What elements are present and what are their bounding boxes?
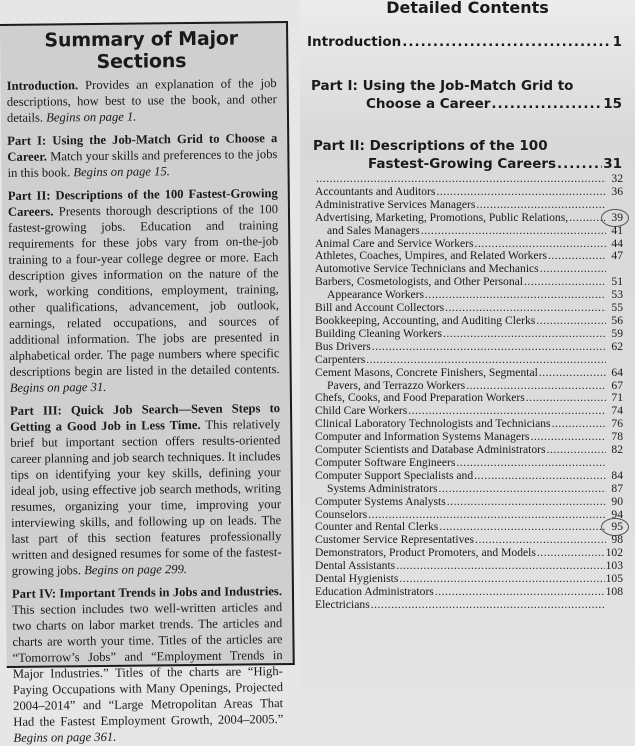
- leader-dots: [474, 470, 606, 483]
- career-label: Automotive Service Technicians and Mechanics: [315, 262, 539, 276]
- section-lead: Introduction.: [6, 78, 79, 93]
- leader-dots: [491, 95, 602, 113]
- leader-dots: [438, 483, 606, 496]
- career-label: Customer Service Representatives: [315, 533, 475, 547]
- summary-section-part-4: [12, 583, 284, 746]
- career-label: Electricians: [315, 597, 370, 611]
- career-label: Administrative Services Managers: [315, 197, 476, 211]
- career-page-number: 84: [611, 468, 623, 482]
- section-lead: Part IV: Important Trends in Jobs and Industries.: [11, 584, 283, 601]
- detailed-contents: [305, 0, 630, 611]
- career-label: Computer Support Specialists and: [315, 468, 474, 482]
- career-page-number: 105: [605, 572, 623, 586]
- career-label: Systems Administrators: [327, 481, 438, 495]
- career-page-number: 67: [611, 378, 623, 392]
- career-page-number: 47: [611, 249, 623, 263]
- career-page-number: 62: [611, 339, 623, 353]
- career-label: Advertising, Marketing, Promotions, Public Relations,: [315, 210, 569, 224]
- leader-dots: [443, 328, 606, 341]
- leader-dots: [372, 341, 606, 354]
- leader-dots: [557, 155, 602, 173]
- career-label: Athletes, Coaches, Umpires, and Related Workers: [315, 249, 547, 263]
- toc-entry-label: Part I: Using the Job-Match Grid to: [311, 78, 574, 94]
- leader-dots: [552, 418, 606, 431]
- summary-section-part-3: [10, 400, 282, 579]
- career-label: Carpenters: [315, 352, 366, 366]
- section-lead: Part II: Descriptions of the 100 Fastest-Growing Careers.: [7, 186, 278, 219]
- section-begins: Begins on page 1.: [46, 109, 137, 125]
- career-label: Bill and Account Collectors: [315, 301, 445, 315]
- toc-career-row[interactable]: [315, 199, 623, 212]
- career-page-number: 90: [611, 494, 623, 508]
- toc-entry-introduction[interactable]: [305, 33, 630, 51]
- section-lead: Part I: Using the Job-Match Grid to Choose a Career.: [7, 131, 278, 164]
- leader-dots: [476, 199, 606, 212]
- career-label: Computer Scientists and Database Administrators: [315, 443, 546, 457]
- career-page-number: 51: [611, 275, 623, 289]
- career-label: Counter and Rental Clerks: [315, 520, 439, 534]
- leader-dots: [366, 354, 606, 367]
- toc-entry-label-cont: Choose a Career: [366, 96, 491, 112]
- toc-career-row[interactable]: [315, 599, 623, 612]
- career-label: Dental Hygienists: [315, 572, 399, 586]
- section-begins: Begins on page 361.: [13, 729, 117, 745]
- toc-entry-part-1[interactable]: [305, 77, 630, 113]
- leader-dots: [524, 276, 606, 289]
- career-label: Barbers, Cosmetologists, and Other Personal: [315, 275, 524, 289]
- career-label: Bus Drivers: [315, 339, 371, 353]
- leader-dots: [436, 186, 606, 199]
- career-label: Child Care Workers: [315, 404, 408, 418]
- leader-dots: [540, 263, 606, 276]
- leader-dots: [547, 444, 606, 457]
- career-page-number: 32: [611, 172, 623, 185]
- leader-dots: [316, 173, 606, 186]
- career-page-number: 74: [611, 404, 623, 418]
- career-page-number: 103: [605, 559, 623, 573]
- career-page-number: 78: [611, 430, 623, 444]
- toc-career-row[interactable]: [315, 173, 623, 186]
- leader-dots: [456, 457, 606, 470]
- career-label: Demonstrators, Product Promoters, and Models: [315, 546, 536, 560]
- career-page-number: 39: [611, 210, 623, 224]
- summary-section-introduction: [7, 75, 277, 126]
- leader-dots: [536, 315, 606, 328]
- toc-career-row[interactable]: [315, 367, 623, 380]
- toc-career-row[interactable]: [315, 341, 623, 354]
- section-lead: Part III: Quick Job Search—Seven Steps to Getting a Good Job in Less Time.: [9, 401, 281, 434]
- leader-dots: [447, 496, 606, 509]
- career-page-number: 44: [611, 236, 623, 250]
- career-page-number: 87: [611, 481, 623, 495]
- career-label: Appearance Workers: [327, 288, 425, 302]
- career-page-number: 102: [605, 546, 623, 560]
- career-page-number: 71: [611, 391, 623, 405]
- career-page-number: 36: [611, 184, 623, 198]
- leader-dots: [435, 586, 605, 599]
- career-page-number: 41: [611, 223, 623, 237]
- summary-title: Summary of Major Sections: [44, 27, 238, 73]
- section-body: This relatively brief but important section offers results-oriented career planning and job search techniques. It includes tips on identifying your key skills, defining your ideal job, using effective job search methods, writing resumes, organizing your time, improving your interviewing skills, and following up on leads. The last part of this section features professionally written and designed resumes for some of the fastest-growing jobs.: [10, 417, 282, 578]
- career-page-number: 94: [611, 507, 623, 521]
- career-page-number: 53: [611, 288, 623, 302]
- career-label: Chefs, Cooks, and Food Preparation Workers: [315, 391, 525, 405]
- career-label: Education Administrators: [315, 585, 434, 598]
- toc-career-row[interactable]: [315, 328, 623, 341]
- career-page-number: 64: [611, 365, 623, 379]
- toc-entry-label: Part II: Descriptions of the 100: [313, 138, 548, 154]
- toc-entry-page: 1: [612, 34, 622, 50]
- career-label: Pavers, and Terrazzo Workers: [327, 378, 466, 392]
- leader-dots: [402, 33, 611, 51]
- toc-career-row[interactable]: [315, 315, 623, 328]
- career-label: Building Cleaning Workers: [315, 326, 443, 340]
- summary-box: [0, 21, 295, 745]
- toc-career-row[interactable]: [315, 483, 623, 496]
- toc-entry-label: Introduction: [307, 34, 402, 50]
- toc-career-row[interactable]: [315, 225, 623, 238]
- toc-career-row[interactable]: [315, 496, 623, 509]
- career-page-number: 95: [611, 520, 623, 534]
- career-page-number: 98: [611, 533, 623, 547]
- toc-entry-page: 15: [603, 96, 622, 112]
- career-page-number: 76: [611, 417, 623, 431]
- section-begins: Begins on page 299.: [84, 562, 188, 578]
- career-label: Counselors: [315, 507, 368, 521]
- toc-career-row[interactable]: [315, 586, 623, 599]
- toc-career-row[interactable]: [315, 444, 623, 457]
- leader-dots: [539, 367, 606, 380]
- toc-career-row[interactable]: [315, 470, 623, 483]
- toc-entry-part-2[interactable]: [305, 137, 630, 173]
- career-label: Cement Masons, Concrete Finishers, Segmental: [315, 365, 538, 379]
- toc-entry-label-cont: Fastest-Growing Careers: [368, 156, 557, 172]
- career-label: and Sales Managers: [327, 223, 420, 237]
- leader-dots: [548, 250, 606, 263]
- toc-career-row[interactable]: [315, 354, 623, 367]
- career-label: Computer and Information Systems Managers: [315, 430, 530, 444]
- career-page-number: 82: [611, 443, 623, 457]
- leader-dots: [537, 547, 605, 560]
- career-label: Animal Care and Service Workers: [315, 236, 474, 250]
- toc-career-row[interactable]: [315, 212, 623, 225]
- section-body: Match your skills and preferences to the jobs in this book.: [7, 147, 278, 180]
- section-body: Presents thorough descriptions of the 100 fastest-growing jobs. Education and training requirements for these jobs vary from on-the-job training to a four-year college degree or more. Each description gives information on the nature of the work, working conditions, employment, training, other qualifications, advancement, job outlook, earnings, related occupations, and sources of additional information. The jobs are presented in alphabetical order. The page numbers where specific descriptions begin are listed in the detailed contents.: [8, 202, 280, 379]
- career-page-number: 56: [611, 313, 623, 327]
- section-begins: Begins on page 15.: [73, 164, 170, 180]
- section-begins: Begins on page 31.: [9, 379, 107, 395]
- career-label: Computer Software Engineers: [315, 455, 456, 469]
- toc-career-row[interactable]: [315, 186, 623, 199]
- summary-section-part-2: [8, 185, 280, 396]
- leader-dots: [569, 212, 606, 225]
- leader-dots: [396, 560, 604, 573]
- career-list: [315, 173, 623, 612]
- toc-career-row[interactable]: [315, 457, 623, 470]
- leader-dots: [526, 392, 606, 405]
- section-body: Provides an explanation of the job descriptions, how best to use the book, and other details.: [6, 76, 277, 125]
- contents-title: Detailed Contents: [386, 0, 549, 17]
- toc-entry-page: 31: [603, 156, 622, 172]
- career-label: Dental Assistants: [315, 559, 396, 573]
- leader-dots: [421, 225, 606, 238]
- career-label: Bookkeeping, Accounting, and Auditing Clerks: [315, 313, 536, 327]
- career-label: Accountants and Auditors: [315, 184, 436, 198]
- career-page-number: 59: [611, 326, 623, 340]
- career-page-number: 108: [605, 585, 623, 598]
- career-label: Computer Systems Analysts: [315, 494, 446, 508]
- leader-dots: [371, 599, 606, 612]
- career-label: Clinical Laboratory Technologists and Technicians: [315, 417, 551, 431]
- summary-section-part-1: [7, 130, 277, 181]
- leader-dots: [425, 289, 606, 302]
- section-body: This section includes two well-written articles and two charts on labor market trends. The articles and charts are worth your time. Titles of the articles are “Tomorrow’s Jobs” and “Employment Trends in Major Industries.” Titles of the charts are “High-Paying Occupations with Many Openings, Projected 2004–2014” and “Large Metropolitan Areas That Had the Fastest Employment Growth, 2004–2005.”: [12, 600, 284, 729]
- career-page-number: 55: [611, 301, 623, 315]
